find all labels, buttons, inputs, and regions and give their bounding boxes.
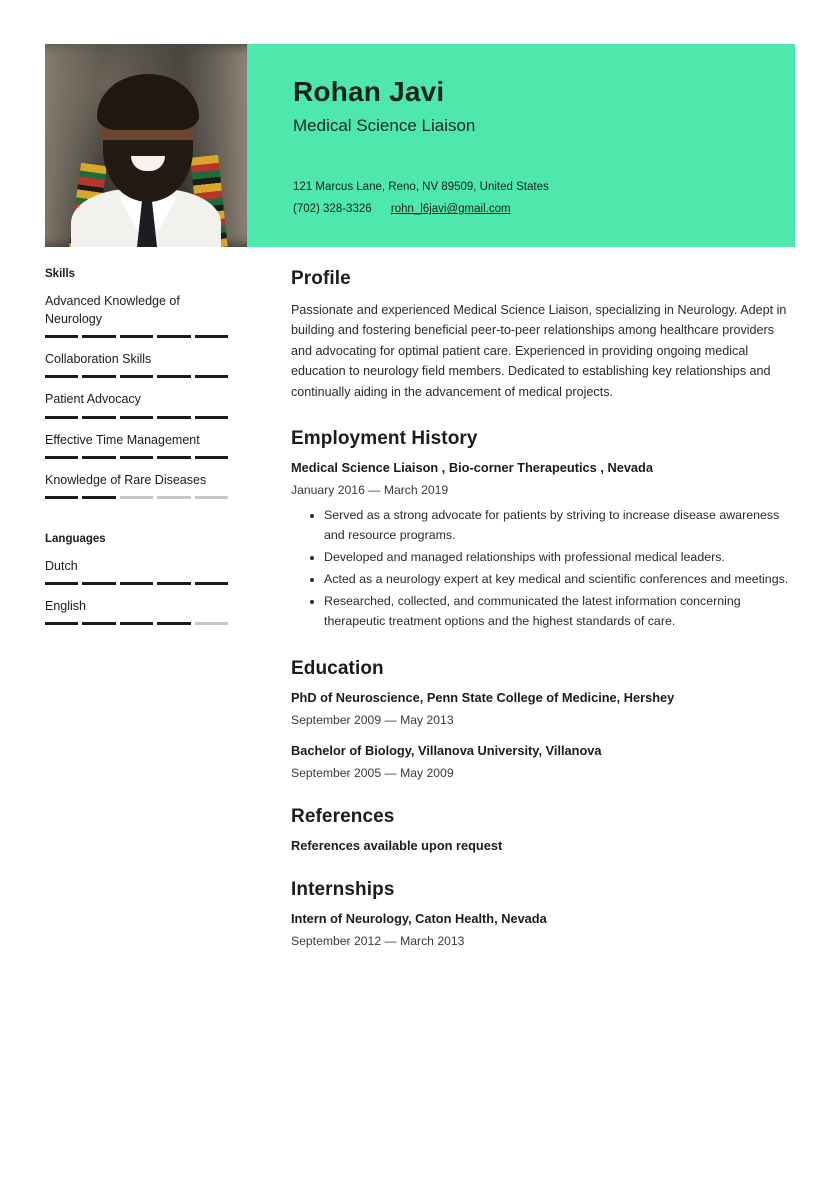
content-columns [0,268,840,974]
language-rating [45,622,228,625]
education-degree: Bachelor of Biology, Villanova University, Villanova [291,742,602,758]
rating-bar [157,582,190,585]
sidebar-skills-heading: Skills [45,268,76,280]
skill-rating [45,335,228,338]
rating-bar [45,375,78,378]
rating-bar [82,375,115,378]
section-internships [291,879,795,948]
contact-email-link[interactable]: rohn_l6javi@gmail.com [390,203,511,216]
skill-rating [45,496,228,499]
contact-line2 [293,199,549,221]
rating-bar [157,496,190,499]
language-label: Dutch [45,558,78,573]
contact-block [293,177,549,221]
rating-bar [195,582,228,585]
section-references [291,806,795,853]
resume-header [45,44,795,247]
education-dates: September 2009 — May 2013 [291,712,454,727]
section-title-internships: Internships [291,878,395,900]
main-content [246,268,840,974]
contact-phone: (702) 328-3326 [293,203,372,216]
sidebar-divider [45,511,228,533]
sidebar-languages-heading: Languages [45,532,106,545]
language-rating [45,582,228,585]
list-item [45,431,228,459]
list-item: • Acted as a neurology expert at key medical and scientific conferences and meetings. [324,569,795,589]
rating-bar [195,496,228,499]
internship-entry [291,911,795,948]
rating-bar [45,496,78,499]
rating-bar [82,416,115,419]
rating-bar [45,416,78,419]
rating-bar [195,622,228,625]
skill-label: Collaboration Skills [45,352,152,367]
list-item [45,557,228,585]
header-job-title: Medical Science Liaison [293,116,476,136]
rating-bar [157,456,190,459]
rating-bar [45,456,78,459]
rating-bar [120,416,153,419]
rating-bar [120,335,153,338]
sidebar [0,268,246,974]
contact-address: 121 Marcus Lane, Reno, NV 89509, United States [293,181,549,194]
skill-label: Knowledge of Rare Diseases [45,472,207,487]
profile-text: Passionate and experienced Medical Science Liaison, specializing in Neurology. Adept in building and fostering beneficial peer-to-peer relationships among healthcare providers and advocating for optimal patient care. Experienced in providing ongoing medical education to neurology field members. Dedicated to establishing key relationships and continually aiding in the advancement of medical projects. [291,303,787,399]
rating-bar [157,416,190,419]
rating-bar [45,335,78,338]
section-title-employment: Employment History [291,427,478,449]
section-education [291,658,795,780]
rating-bar [157,622,190,625]
skill-label: Effective Time Management [45,432,200,447]
list-item [45,597,228,625]
avatar [45,44,247,247]
skill-rating [45,375,228,378]
list-item: • Researched, collected, and communicated the latest information concerning therapeutic treatment options and the highest standards of care. [324,591,795,631]
list-item [45,390,228,418]
section-title-profile: Profile [291,268,351,289]
skill-label: Advanced Knowledge of Neurology [45,294,180,327]
language-label: English [45,598,86,613]
rating-bar [45,582,78,585]
rating-bar [157,335,190,338]
section-employment [291,428,795,632]
rating-bar [195,335,228,338]
skill-label: Patient Advocacy [45,392,141,407]
references-note: References available upon request [291,837,503,853]
list-item [45,471,228,499]
rating-bar [195,456,228,459]
employment-role: Medical Science Liaison , Bio-corner Therapeutics , Nevada [291,459,653,475]
rating-bar [82,496,115,499]
rating-bar [195,416,228,419]
rating-bar [120,456,153,459]
rating-bar [120,496,153,499]
list-item [45,350,228,378]
rating-bar [120,375,153,378]
skill-rating [45,456,228,459]
employment-bullets [291,505,795,632]
rating-bar [120,622,153,625]
employment-entry [291,460,795,632]
rating-bar [45,622,78,625]
employment-dates: January 2016 — March 2019 [291,482,449,497]
internship-role: Intern of Neurology, Caton Health, Nevada [291,910,547,926]
rating-bar [195,375,228,378]
list-item [45,292,228,338]
education-dates: September 2005 — May 2009 [291,765,454,780]
page-title: Rohan Javi [293,76,445,107]
skill-rating [45,416,228,419]
rating-bar [82,622,115,625]
rating-bar [82,335,115,338]
rating-bar [157,375,190,378]
rating-bar [82,456,115,459]
section-title-education: Education [291,657,384,679]
list-item: • Served as a strong advocate for patients by striving to increase disease awareness and resource programs. [324,505,795,545]
rating-bar [120,582,153,585]
internship-dates: September 2012 — March 2013 [291,933,465,948]
education-entry [291,690,795,727]
section-title-references: References [291,805,395,827]
list-item: • Developed and managed relationships with professional medical leaders. [324,547,795,567]
education-entry [291,743,795,780]
section-profile [291,268,795,402]
rating-bar [82,582,115,585]
header-banner [247,44,795,247]
education-degree: PhD of Neuroscience, Penn State College of Medicine, Hershey [291,689,675,705]
